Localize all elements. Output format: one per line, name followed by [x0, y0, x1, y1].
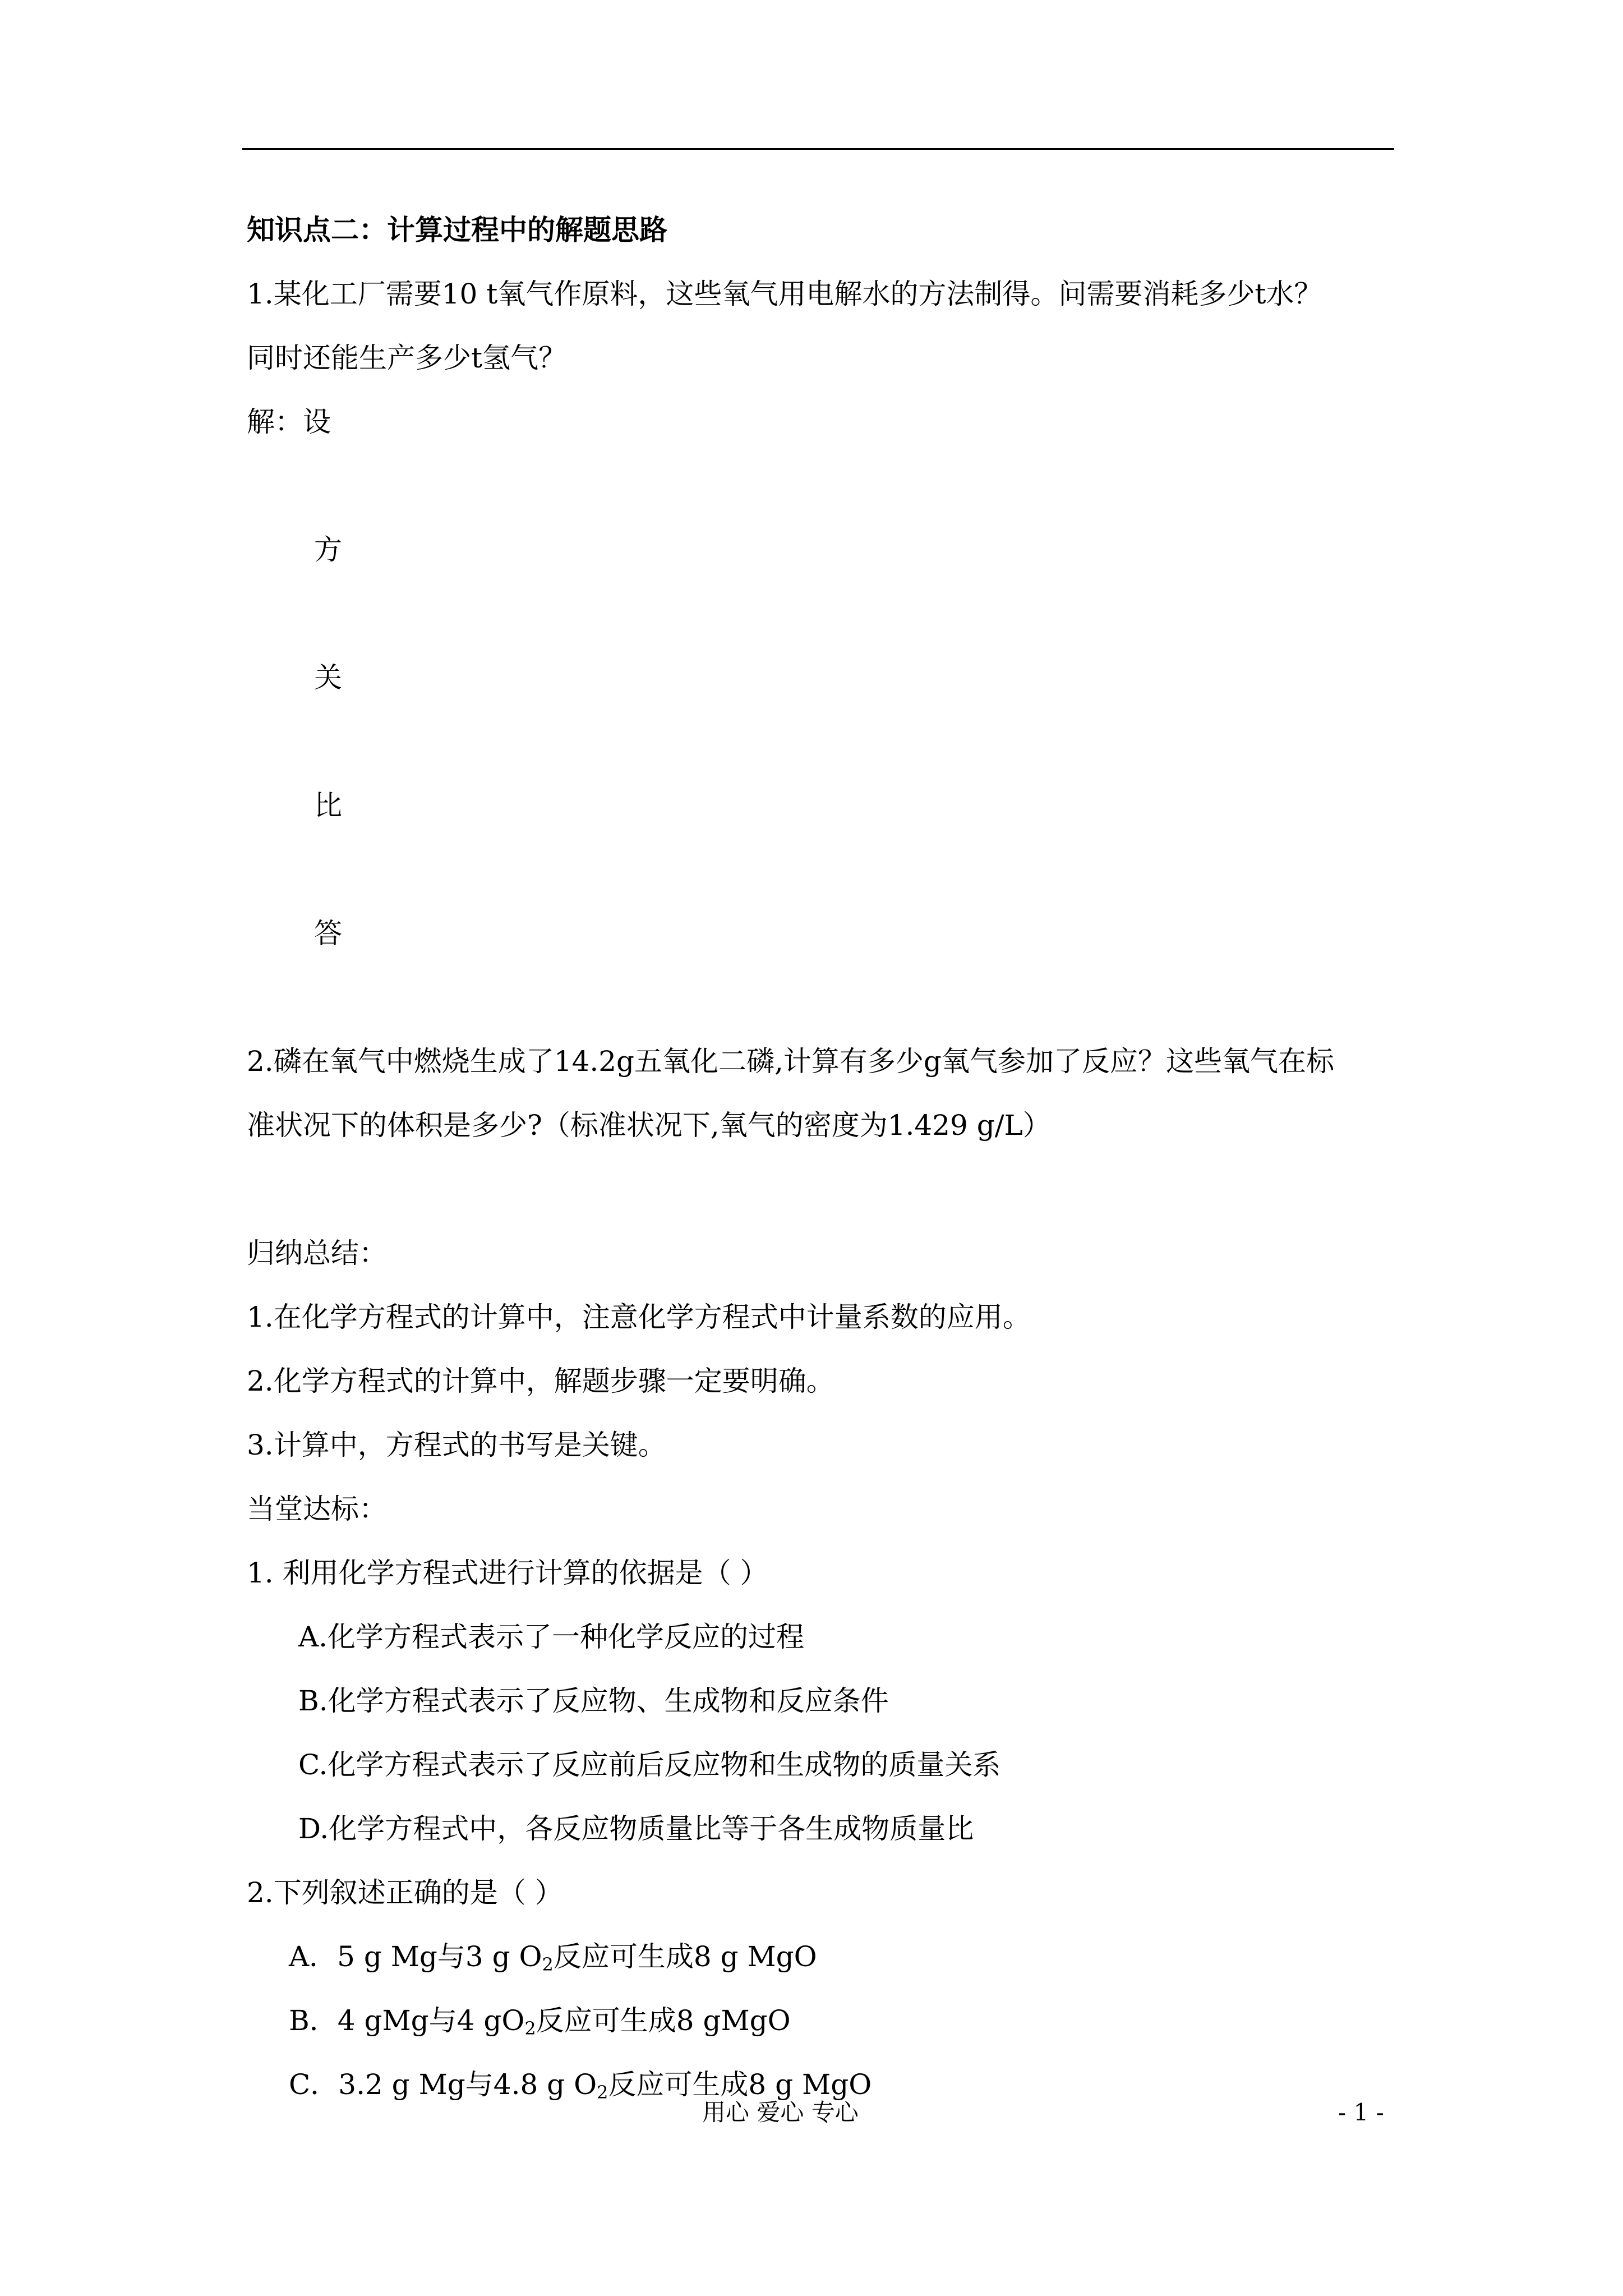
step-relation: 关 — [314, 661, 342, 694]
question-1-line-2: 同时还能生产多少t氢气？ — [247, 342, 567, 374]
practice-2-option-a: A．5 g Mg与3 g $O_2$反应可生成8 g MgO — [289, 1940, 817, 1975]
header-rule — [242, 148, 1394, 150]
practice-1-stem: 1. 利用化学方程式进行计算的依据是（ ） — [247, 1557, 768, 1589]
step-equation: 方 — [314, 533, 342, 566]
step-answer: 答 — [314, 917, 342, 950]
practice-1-option-d: D.化学方程式中，各反应物质量比等于各生成物质量比 — [298, 1812, 974, 1845]
practice-2-option-c: C．3.2 g Mg与4.8 g $O_2$反应可生成8 g MgO — [289, 2068, 872, 2103]
step-ratio: 比 — [314, 789, 342, 822]
question-1-line-1: 1.某化工厂需要10 t氧气作原料，这些氧气用电解水的方法制得。问需要消耗多少t水？ — [247, 278, 1322, 310]
practice-1-option-c: C.化学方程式表示了反应前后反应物和生成物的质量关系 — [298, 1749, 1001, 1781]
page-number: - 1 - — [1338, 2099, 1384, 2126]
question-2-line-1: 2.磷在氧气中燃烧生成了14.2g五氧化二磷,计算有多少g氧气参加了反应？这些氧气在标 — [247, 1045, 1334, 1078]
summary-item-1: 1.在化学方程式的计算中，注意化学方程式中计量系数的应用。 — [247, 1301, 1031, 1333]
practice-2-stem: 2.下列叙述正确的是（ ） — [247, 1876, 563, 1909]
practice-1-option-b: B.化学方程式表示了反应物、生成物和反应条件 — [298, 1685, 889, 1717]
summary-item-2: 2.化学方程式的计算中，解题步骤一定要明确。 — [247, 1365, 834, 1397]
practice-2-option-b: B．4 gMg与4 $gO_2$反应可生成8 gMgO — [289, 2004, 791, 2039]
summary-title: 归纳总结： — [247, 1237, 387, 1269]
solution-label: 解：设 — [247, 406, 331, 438]
question-2-line-2: 准状况下的体积是多少?（标准状况下,氧气的密度为1.429 g/L） — [247, 1109, 1051, 1142]
practice-1-option-a: A.化学方程式表示了一种化学反应的过程 — [298, 1621, 805, 1653]
section-title: 知识点二：计算过程中的解题思路 — [247, 213, 667, 246]
summary-item-3: 3.计算中，方程式的书写是关键。 — [247, 1429, 666, 1461]
practice-title: 当堂达标： — [247, 1493, 387, 1525]
footer-motto: 用心 爱心 专心 — [702, 2099, 859, 2126]
